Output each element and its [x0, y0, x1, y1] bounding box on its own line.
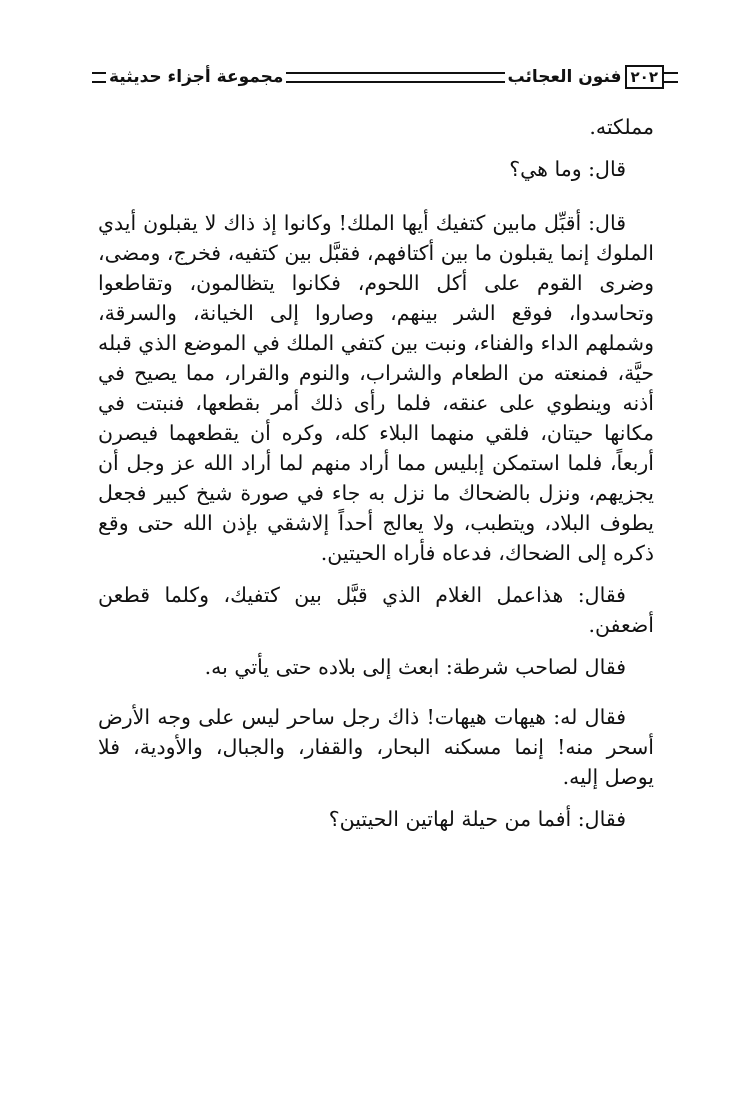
header-rule-right: [664, 72, 678, 83]
paragraph-reply: فقال: هذاعمل الغلام الذي قبَّل بين كتفيك، وكلما قطعن أضعفن.: [98, 583, 654, 637]
series-title: مجموعة أجزاء حديثية: [109, 67, 284, 87]
paragraph-order: فقال لصاحب شرطة: ابعث إلى بلاده حتى يأتي به.: [204, 655, 626, 679]
page-number: ٢٠٢: [625, 65, 664, 89]
header-rule-left: [92, 72, 106, 83]
paragraph-continuation: مملكته.: [589, 115, 654, 139]
book-title: فنون العجائب: [507, 67, 622, 87]
running-header: [92, 64, 678, 90]
page-body: [98, 112, 654, 834]
paragraph-final-question: فقال: أفما من حيلة لهاتين الحيتين؟: [328, 807, 626, 831]
paragraph-story: قال: أقبِّل مابين كتفيك أيها الملك! وكانوا إذ ذاك لا يقبلون أيدي الملوك إنما يقبلون ما بين أكتافهم، فقبَّل بين كتفيه، فخرج، ومضى، وضرى القوم على أكل اللحوم، فكانوا يتظالمون، وتقاطعوا وتحاسدوا، فوقع الشر بينهم، وصاروا إلى الخيانة، والسرقة، وشملهم الداء والفناء، ونبت بين كتفي الملك في الموضع الذي قبله حيَّة، فمنعته من الطعام والشراب، والنوم والقرار، مما يصيح في أذنه وينطوي على عنقه، فلما رأى ذلك أمر بقطعها، فنبتت في مكانها حيتان، فلقي منهما البلاء كله، وكره أن يقطعهما فيصرن أربعاً، فلما استمكن إبليس مما أراد منهم لما أراد الله عز وجل أن يجزيهم، ونزل بالضحاك ما نزل به جاء في صورة شيخ كبير فجعل يطوف البلاد، ويتطبب، ولا يعالج أحداً إلاشقي بإذن الله حتى وقع ذكره إلى الضحاك، فدعاه فأراه الحيتين.: [98, 211, 654, 565]
paragraph-answer: فقال له: هيهات هيهات! ذاك رجل ساحر ليس على وجه الأرض أسحر منه! إنما مسكنه البحار، والقفار، والجبال، والأودية، فلا يوصل إليه.: [98, 705, 654, 789]
header-rule-middle: [286, 72, 504, 83]
paragraph-question: قال: وما هي؟: [509, 157, 626, 181]
